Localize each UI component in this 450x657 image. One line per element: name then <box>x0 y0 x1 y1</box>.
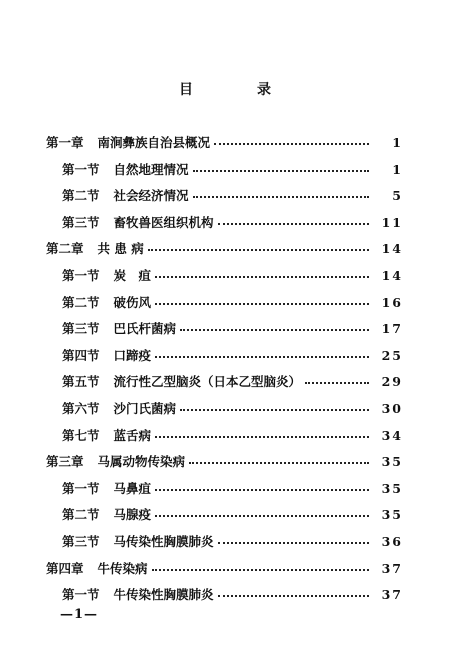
toc-entry-number: 第五节 <box>62 374 100 389</box>
toc-entry-number: 第二节 <box>62 188 100 203</box>
toc-entry-title: 共 患 病 <box>97 241 144 256</box>
toc-entry-number: 第七节 <box>62 428 100 443</box>
toc-entry-title: 口蹄疫 <box>113 348 152 363</box>
toc-entry-page: 14 <box>381 240 403 256</box>
toc-entry-page: 14 <box>381 267 403 283</box>
toc-entry-page: 35 <box>381 480 403 496</box>
toc-entry-page: 5 <box>392 187 403 203</box>
toc-entry-number: 第一节 <box>62 587 100 602</box>
toc-entry-title: 马鼻疽 <box>113 481 152 496</box>
toc-section-row <box>62 478 403 498</box>
toc-section-row <box>62 425 403 445</box>
toc-entry-title: 南涧彝族自治县概况 <box>97 135 211 150</box>
toc-entry-number: 第三章 <box>46 454 84 469</box>
toc-entry-title: 马传染性胸膜肺炎 <box>113 534 214 549</box>
toc-entry-title: 马属动物传染病 <box>97 454 186 469</box>
toc-section-row <box>62 318 403 338</box>
dot-leader <box>218 595 369 597</box>
toc-section-row <box>62 212 403 232</box>
toc-entry-number: 第一节 <box>62 162 100 177</box>
dot-leader <box>155 515 369 517</box>
toc-entry-number: 第一章 <box>46 135 84 150</box>
toc-entry-number: 第四章 <box>46 561 84 576</box>
toc-entry-page: 35 <box>381 506 403 522</box>
page-number: —1— <box>60 607 99 622</box>
toc-entry-title: 社会经济情况 <box>113 188 189 203</box>
toc-entry-title: 流行性乙型脑炎（日本乙型脑炎） <box>113 374 302 389</box>
dot-leader <box>193 196 369 198</box>
toc-entry-page: 34 <box>381 427 403 443</box>
toc-entry-page: 30 <box>381 400 403 416</box>
dot-leader <box>180 409 369 411</box>
toc-section-row <box>62 504 403 524</box>
toc-entry-page: 37 <box>381 586 403 602</box>
toc-entry-page: 1 <box>392 134 403 150</box>
dot-leader <box>218 542 369 544</box>
toc-section-row <box>62 265 403 285</box>
dot-leader <box>214 143 369 145</box>
toc-section-row <box>62 531 403 551</box>
toc-entry-title: 沙门氏菌病 <box>113 401 177 416</box>
toc-section-row <box>62 292 403 312</box>
toc-entry-page: 11 <box>381 214 403 230</box>
toc-entry-page: 17 <box>381 320 403 336</box>
heading-char-2: 录 <box>257 82 271 98</box>
toc-entry-page: 25 <box>381 347 403 363</box>
toc-entry-number: 第三节 <box>62 321 100 336</box>
toc-entry-number: 第二节 <box>62 507 100 522</box>
toc-entry-page: 36 <box>381 533 403 549</box>
toc-entry-title: 蓝舌病 <box>113 428 152 443</box>
heading-char-1: 目 <box>179 82 193 98</box>
toc-entry-title: 马腺疫 <box>113 507 152 522</box>
toc-entry-page: 16 <box>381 294 403 310</box>
toc-entry-page: 1 <box>392 161 403 177</box>
toc-section-row <box>62 584 403 604</box>
dot-leader <box>189 462 369 464</box>
toc-section-row <box>62 398 403 418</box>
dot-leader <box>180 329 369 331</box>
toc-section-row <box>62 159 403 179</box>
toc-section-row <box>62 345 403 365</box>
toc-entry-title: 巴氏杆菌病 <box>113 321 177 336</box>
dot-leader <box>155 276 369 278</box>
dot-leader <box>305 382 369 384</box>
dot-leader <box>148 249 369 251</box>
toc-entry-number: 第三节 <box>62 534 100 549</box>
dot-leader <box>155 356 369 358</box>
toc-chapter-row <box>46 451 403 471</box>
dot-leader <box>155 303 369 305</box>
toc-entry-title: 自然地理情况 <box>113 162 189 177</box>
toc-entry-number: 第一节 <box>62 268 100 283</box>
dot-leader <box>155 489 369 491</box>
toc-entry-title: 破伤风 <box>113 295 152 310</box>
dot-leader <box>152 569 369 571</box>
toc-section-row <box>62 371 403 391</box>
toc-entry-title: 牛传染病 <box>97 561 148 576</box>
toc-heading <box>0 79 450 99</box>
toc-entry-title: 畜牧兽医组织机构 <box>113 215 214 230</box>
toc-section-row <box>62 185 403 205</box>
dot-leader <box>193 170 369 172</box>
dot-leader <box>218 223 369 225</box>
toc-entry-number: 第二章 <box>46 241 84 256</box>
dot-leader <box>155 436 369 438</box>
toc-chapter-row <box>46 238 403 258</box>
toc-entry-number: 第四节 <box>62 348 100 363</box>
toc-entry-title: 炭 疽 <box>113 268 152 283</box>
toc-entry-number: 第一节 <box>62 481 100 496</box>
toc-entry-number: 第六节 <box>62 401 100 416</box>
toc-entry-number: 第三节 <box>62 215 100 230</box>
toc-entry-page: 35 <box>381 453 403 469</box>
toc-entry-page: 29 <box>381 373 403 389</box>
toc-entry-title: 牛传染性胸膜肺炎 <box>113 587 214 602</box>
toc-entry-page: 37 <box>381 560 403 576</box>
toc-chapter-row <box>46 558 403 578</box>
toc-chapter-row <box>46 132 403 152</box>
toc-entry-number: 第二节 <box>62 295 100 310</box>
